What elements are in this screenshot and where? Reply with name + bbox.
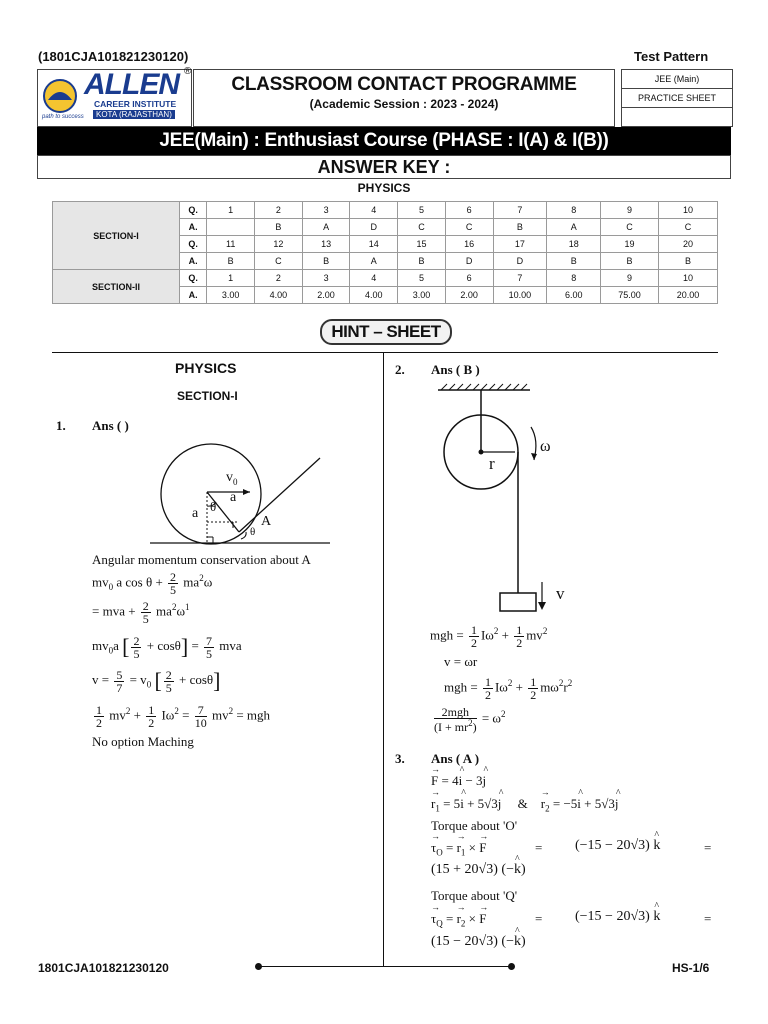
q2-fig-r: r	[489, 454, 495, 473]
logo-name: ALLEN	[84, 68, 179, 101]
footer-page: HS-1/6	[672, 961, 710, 975]
q1-answer: Ans ( )	[92, 418, 129, 433]
q2-eq3: mgh = $\frac{1}{2}$ $I\omega^2$ + $\frac{1}{2}$ $m\omega^2r^2$	[444, 675, 573, 702]
registered-mark: ®	[184, 66, 192, 77]
q2-number: 2.	[395, 362, 405, 377]
q3-torque-q-eq2: (15 − 20√3) (−^ k)	[431, 934, 526, 950]
footer-rule	[258, 966, 512, 967]
footer-dot-right	[508, 963, 515, 970]
course-bar: JEE(Main) : Enthusiast Course (PHASE : I(A) & I(B))	[37, 127, 731, 155]
section1-label: SECTION-I	[53, 202, 180, 270]
q3-torque-q-label: Torque about 'Q'	[431, 888, 518, 903]
logo-tagline: path to success	[42, 114, 84, 120]
jee-main-box: JEE (Main)	[621, 69, 733, 89]
q3-positions: → $r_1$ = 5^ i + 5√3^ j & → $r_2$ = −5^ i + 5√3^ j	[431, 796, 619, 814]
logo-line1: CAREER INSTITUTE	[94, 99, 177, 109]
s1-row1-q: SECTION-I Q. 1 2 3 4 5 6 7 8 9 10	[53, 202, 718, 219]
q1-fig-a2: a	[192, 506, 199, 521]
q2-eq4: $\frac{\text{2mgh}}{(I + mr^2)}$ = $\omega^2$	[434, 705, 506, 734]
s1-row1-a: A. B A D C C B A C C	[53, 219, 718, 236]
q1-fig-a1: a	[230, 490, 237, 505]
q1-fig-v0: $v_0$	[226, 470, 238, 487]
q1-eq5: $\frac{1}{2}$ $mv^2$ + $\frac{1}{2}$ $I\omega^2$ = $\frac{7}{10}$ $mv^2$ = mgh	[96, 703, 271, 730]
answer-key-subject: PHYSICS	[357, 181, 411, 195]
q1-eq4: v = $\frac{5}{7}$ = $v_0$ [ $\frac{2}{5}$ + cosθ]	[92, 667, 221, 695]
pulley-block-diagram-icon	[433, 382, 578, 617]
rolling-disc-diagram-icon	[150, 442, 330, 546]
blank-side-box	[621, 107, 733, 127]
q2-eq1: mgh = $\frac{1}{2}$ $I\omega^2$ + $\frac{1}{2}$ $mv^2$	[430, 623, 548, 650]
q1-number: 1.	[56, 418, 66, 433]
column-divider	[383, 352, 384, 967]
programme-box	[193, 69, 615, 127]
q2-fig-v: v	[556, 584, 565, 603]
q2-figure	[433, 382, 578, 617]
q1-figure	[150, 442, 330, 546]
hint-top-rule	[52, 352, 718, 353]
s1-row2-q: Q. 11 12 13 14 15 16 17 18 19 20	[53, 236, 718, 253]
q3-torque-o-label: Torque about 'O'	[431, 818, 518, 833]
q2-eq2: v = ωr	[444, 654, 478, 669]
test-pattern-label: Test Pattern	[634, 49, 709, 64]
answer-key-table	[52, 201, 718, 304]
q1-eq1: $mv_0$ a cos θ + $\frac{2}{5}$ $ma^2\omega$	[92, 570, 213, 597]
logo-line2: KOTA (RAJASTHAN)	[93, 110, 175, 119]
hint-sheet-title: HINT – SHEET	[320, 319, 452, 345]
answer-key-title: ANSWER KEY :	[37, 155, 731, 179]
s2-row-a: A. 3.00 4.00 2.00 4.00 3.00 2.00 10.00 6.00 75.00 20.00	[53, 287, 718, 304]
q1-no-option: No option Maching	[92, 734, 194, 749]
q1-eq3: $mv_0a$ [ $\frac{2}{5}$ + cosθ] = $\frac{7}{5}$ mva	[92, 633, 242, 661]
q3-force: → F = 4^ i − 3^ j	[431, 773, 486, 789]
q3-torque-q-eq1: → $\tau_Q$ = → $r_2$ × → F = (−15 − 20√3) ^ k =	[431, 911, 715, 929]
q1-fig-theta2: θ	[250, 526, 256, 538]
hint-section: SECTION-I	[177, 389, 238, 403]
q2-fig-omega: ω	[540, 438, 551, 455]
allen-logo	[37, 69, 192, 127]
academic-session: (Academic Session : 2023 - 2024)	[309, 97, 499, 111]
footer-code: 1801CJA101821230120	[38, 961, 169, 975]
q3-answer: Ans ( A )	[431, 751, 480, 766]
q3-number: 3.	[395, 751, 405, 766]
q1-fig-theta1: θ	[210, 499, 217, 514]
footer-dot-left	[255, 963, 262, 970]
q1-fig-A: A	[261, 514, 272, 529]
s1-row2-a: A. B C B A B D D B B B	[53, 253, 718, 270]
document-code-top: (1801CJA101821230120)	[38, 49, 189, 64]
section2-label: SECTION-II	[53, 270, 180, 304]
q1-statement: Angular momentum conservation about A	[92, 552, 311, 567]
q1-eq2: = mva + $\frac{2}{5}$ $ma^2\omega^1$	[92, 599, 190, 626]
q2-answer: Ans ( B )	[431, 362, 480, 377]
q3-torque-o-eq1: → $\tau_O$ = → $r_1$ × → F = (−15 − 20√3) ^ k =	[431, 840, 715, 858]
s2-row-q: SECTION-II Q. 1 2 3 4 5 6 7 8 9 10	[53, 270, 718, 287]
q3-torque-o-eq2: (15 + 20√3) (−^ k)	[431, 862, 526, 878]
hint-subject: PHYSICS	[175, 360, 237, 376]
programme-title: CLASSROOM CONTACT PROGRAMME	[231, 74, 577, 95]
practice-sheet-box: PRACTICE SHEET	[621, 88, 733, 108]
